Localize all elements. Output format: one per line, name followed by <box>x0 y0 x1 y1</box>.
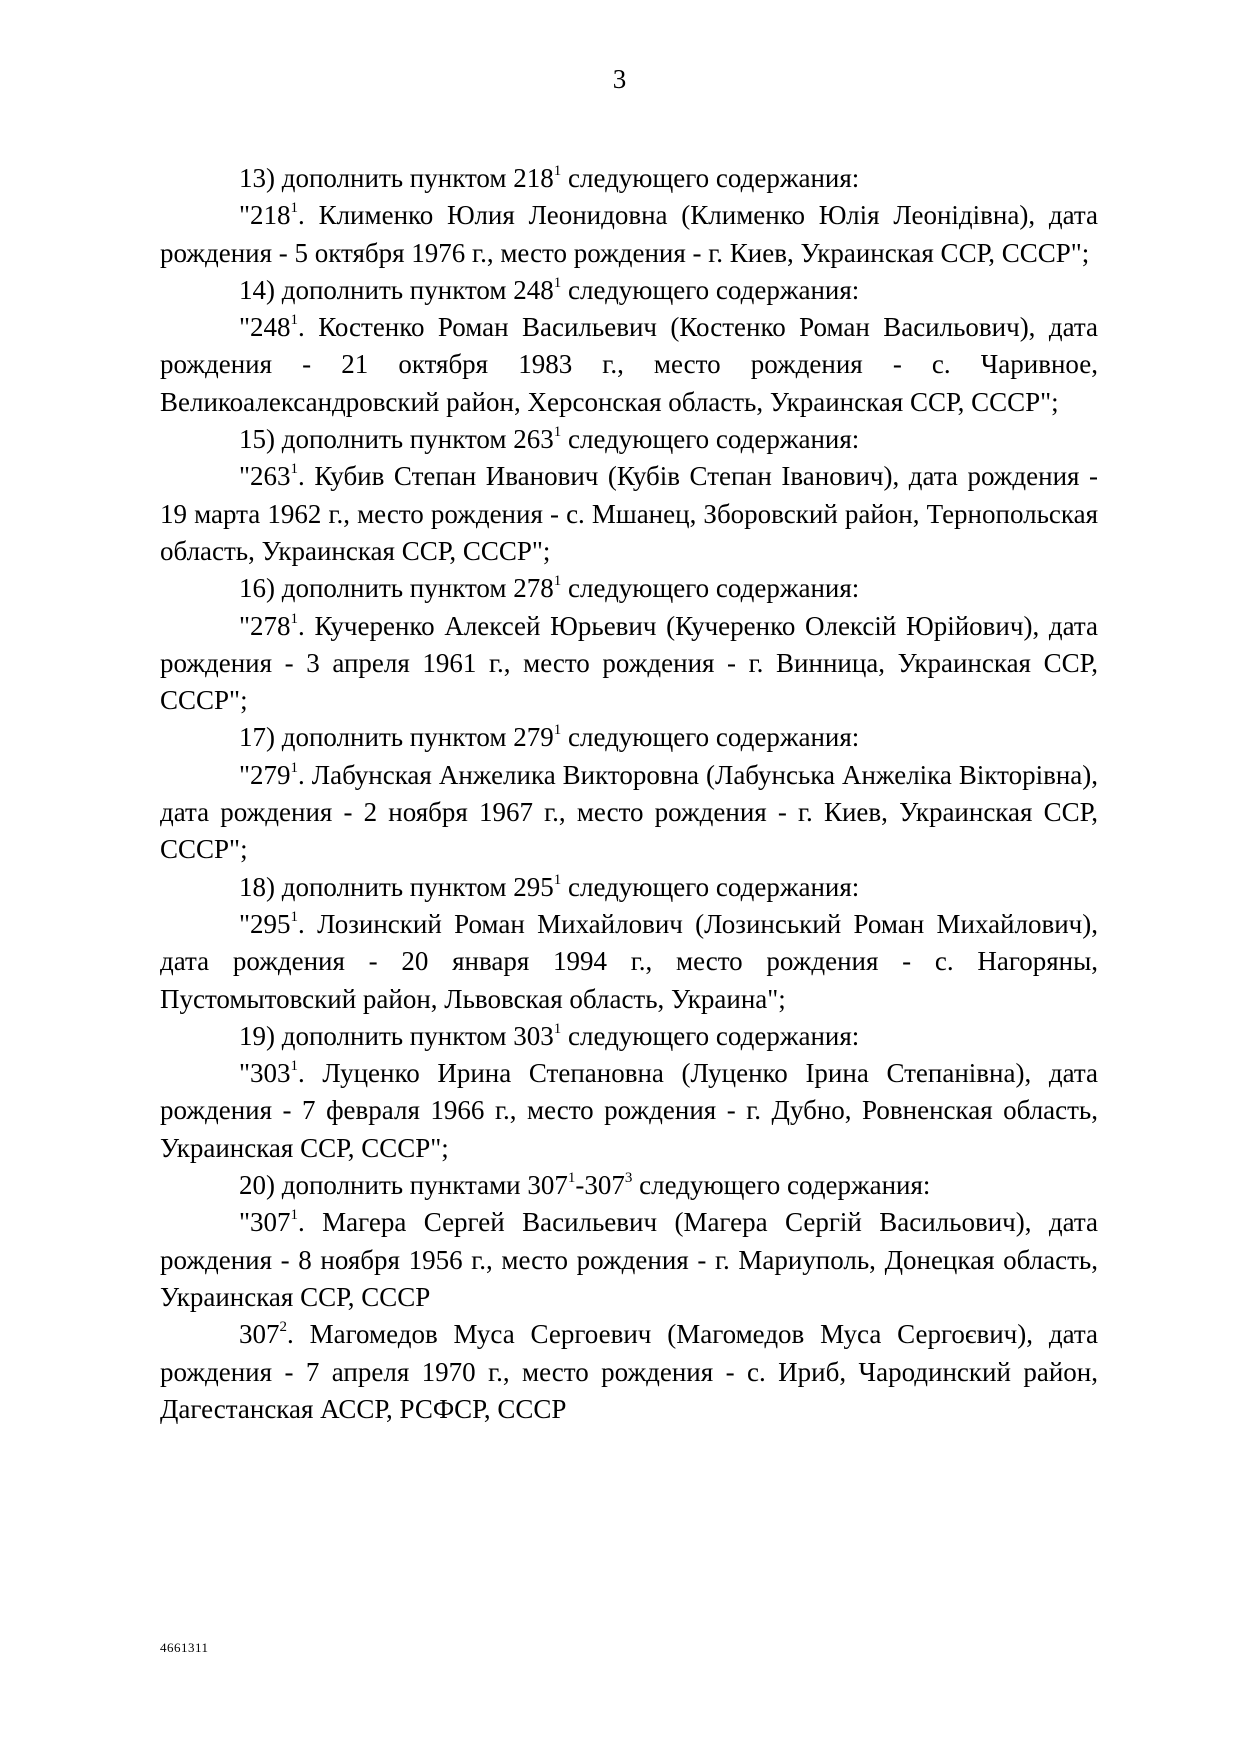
item-20-intro <box>160 1167 1098 1204</box>
superscript: 2 <box>279 1319 287 1336</box>
superscript: 1 <box>290 200 299 217</box>
superscript: 1 <box>290 1058 299 1075</box>
text-run: следующего содержания: <box>561 1020 860 1051</box>
entry-218-1 <box>160 197 1098 272</box>
superscript: 1 <box>553 722 562 739</box>
text-run: . Лабунская Анжелика Викторовна (Лабунська Анжеліка Вікторівна), дата рождения - 2 ноября 1967 г., место рождения - г. Киев, Украинская ССР, СССР"; <box>160 759 1098 865</box>
entry-307-2 <box>160 1316 1098 1428</box>
text-run: "263 <box>239 461 291 492</box>
text-run: следующего содержания: <box>561 871 860 902</box>
text-run: . Костенко Роман Васильевич (Костенко Роман Васильович), дата рождения - 21 октября 1983 г., место рождения - с. Чаривное, Великоалександровский район, Херсонская область, Украинская ССР, СССР"; <box>160 312 1098 417</box>
text-run: . Кубив Степан Иванович (Кубів Степан Іванович), дата рождения - 19 марта 1962 г., место рождения - с. Мшанец, Зборовский район, Тернопольская область, Украинская ССР, СССР"; <box>160 461 1098 566</box>
superscript: 1 <box>553 871 562 888</box>
text-run: 14) дополнить пунктом 248 <box>239 274 554 305</box>
text-run: следующего содержания: <box>632 1170 931 1201</box>
entry-303-1 <box>160 1055 1098 1167</box>
text-run: . Клименко Юлия Леонидовна (Клименко Юлія Леонідівна), дата рождения - 5 октября 1976 г., место рождения - г. Киев, Украинская ССР, СССР"; <box>160 200 1098 268</box>
item-16-intro <box>160 570 1098 607</box>
item-19-intro <box>160 1018 1098 1055</box>
superscript: 1 <box>290 759 299 776</box>
entry-263-1 <box>160 458 1098 570</box>
superscript: 1 <box>553 1020 562 1037</box>
superscript: 1 <box>553 163 562 179</box>
text-run: 20) дополнить пунктами 307 <box>239 1170 568 1201</box>
entry-295-1 <box>160 906 1098 1018</box>
text-run: . Магомедов Муса Сергоевич (Магомедов Муса Сергоєвич), дата рождения - 7 апреля 1970 г., место рождения - с. Ириб, Чародинский район, Дагестанская АССР, РСФСР, СССР <box>160 1319 1098 1424</box>
text-run: следующего содержания: <box>561 424 860 455</box>
text-run: 19) дополнить пунктом 303 <box>239 1020 554 1051</box>
text-run: . Луценко Ирина Степановна (Луценко Ірина Степанівна), дата рождения - 7 февраля 1966 г., место рождения - г. Дубно, Ровненская область, Украинская ССР, СССР"; <box>160 1058 1098 1163</box>
text-run: "218 <box>239 200 291 231</box>
entry-248-1 <box>160 309 1098 421</box>
text-run: следующего содержания: <box>561 274 860 305</box>
text-run: "278 <box>239 610 291 641</box>
text-run: следующего содержания: <box>561 722 860 753</box>
text-run: следующего содержания: <box>561 163 860 193</box>
text-run: 15) дополнить пунктом 263 <box>239 424 554 455</box>
text-run: следующего содержания: <box>561 573 860 604</box>
item-13-intro <box>160 160 1098 197</box>
superscript: 1 <box>290 312 299 329</box>
text-run: "248 <box>239 312 291 343</box>
text-run: . Лозинский Роман Михайлович (Лозинський Роман Михайлович), дата рождения - 20 января 1994 г., место рождения - с. Нагоряны, Пустомытовский район, Львовская область, Украина"; <box>160 908 1098 1014</box>
text-run: "303 <box>239 1058 291 1089</box>
text-run: . Магера Сергей Васильевич (Магера Сергій Васильович), дата рождения - 8 ноября 1956 г., место рождения - г. Мариуполь, Донецкая область, Украинская ССР, СССР <box>160 1207 1098 1312</box>
document-code: 4661311 <box>160 1640 209 1655</box>
text-run: "279 <box>239 759 291 790</box>
item-14-intro <box>160 272 1098 309</box>
text-run: "295 <box>239 908 291 939</box>
superscript: 3 <box>624 1170 633 1187</box>
text-run: -307 <box>575 1170 625 1201</box>
superscript: 1 <box>290 610 299 627</box>
entry-307-1 <box>160 1204 1098 1316</box>
text-run: 307 <box>239 1319 280 1350</box>
page-number: 3 <box>612 64 627 94</box>
superscript: 1 <box>567 1170 576 1187</box>
superscript: 1 <box>553 274 562 291</box>
text-run: 18) дополнить пунктом 295 <box>239 871 554 902</box>
superscript: 1 <box>553 573 562 590</box>
text-run: 13) дополнить пунктом 218 <box>239 163 554 193</box>
text-run: 16) дополнить пунктом 278 <box>239 573 554 604</box>
superscript: 1 <box>553 424 562 441</box>
superscript: 1 <box>290 461 299 478</box>
item-17-intro <box>160 719 1098 756</box>
item-15-intro <box>160 421 1098 458</box>
entry-279-1 <box>160 757 1098 869</box>
text-run: "307 <box>239 1207 291 1238</box>
superscript: 1 <box>290 908 299 925</box>
item-18-intro <box>160 869 1098 906</box>
superscript: 1 <box>290 1207 299 1224</box>
entry-278-1 <box>160 608 1098 720</box>
document-body <box>160 160 1098 1428</box>
text-run: 17) дополнить пунктом 279 <box>239 722 554 753</box>
text-run: . Кучеренко Алексей Юрьевич (Кучеренко Олексій Юрійович), дата рождения - 3 апреля 1961 г., место рождения - г. Винница, Украинская ССР, СССР"; <box>160 610 1098 716</box>
